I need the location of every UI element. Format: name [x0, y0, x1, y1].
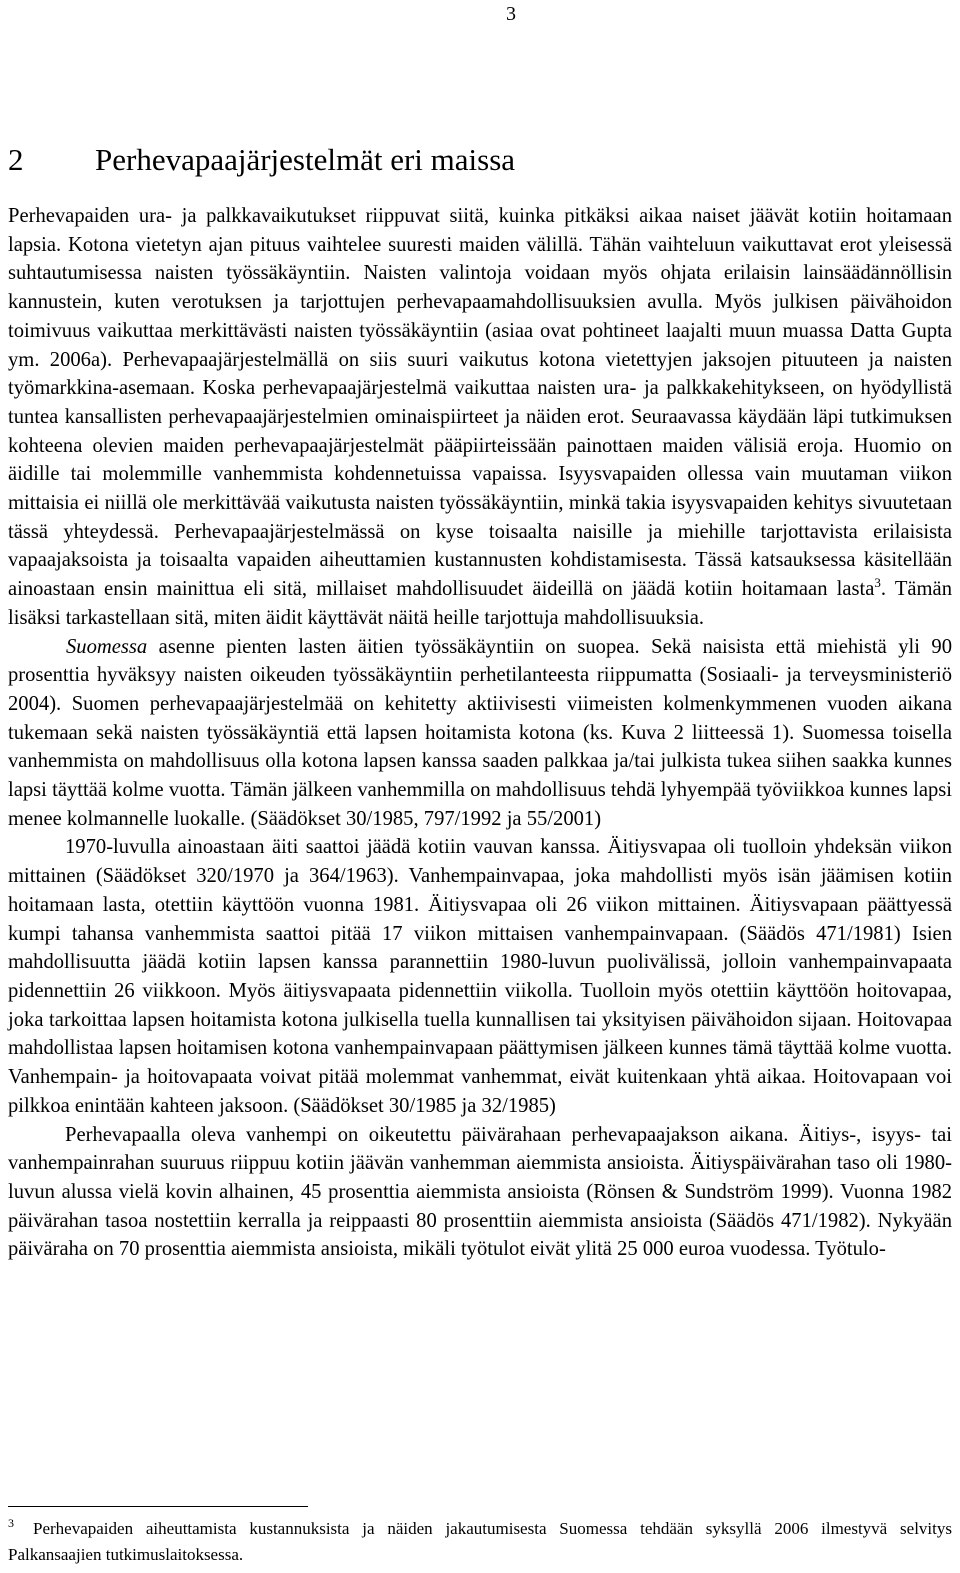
section-number: 2 — [8, 142, 24, 177]
paragraph-finland — [8, 633, 952, 834]
body-text — [8, 202, 952, 1264]
section-heading — [8, 140, 515, 180]
footnote: 3 Perhevapaiden aiheuttamista kustannuksista ja näiden jakautumisesta Suomessa tehdään syksyllä 2006 ilmestyvä selvitys Palkansaajien tutkimuslaitoksessa. — [8, 1516, 952, 1564]
page-number: 3 — [506, 3, 516, 25]
footnote-reference: 3 — [874, 575, 881, 591]
paragraph-intro-text-end: . Tämän lisäksi tarkastellaan sitä, miten äidit käyttävät näitä heille tarjottuja mahdollisuuksia. — [8, 578, 952, 629]
footnote-text: Perhevapaiden aiheuttamista kustannuksista ja näiden jakautumisesta Suomessa tehdään syksyllä 2006 ilmestyvä selvitys Palkansaajien tutkimuslaitoksessa. — [8, 1519, 952, 1564]
paragraph-finland-text: asenne pienten lasten äitien työssäkäyntiin on suopea. Sekä naisista että miehistä yli 90 prosenttia hyväksyy naisten oikeuden työssäkäyntiin perhetilanteesta riippumatta (Sosiaali- ja terveysministeriö 2004). Suomen perhevapaajärjestelmää on kehitetty aktiivisesti viimeisten kolmenkymmenen vuoden aikana tukemaan sekä naisten työssäkäyntiä että lapsen hoitamista kotona (ks. Kuva 2 liitteessä 1). Suomessa toisella vanhemmista on mahdollisuus olla kotona lapsen kanssa saaden palkkaa ja/tai julkista tukea siihen saakka kunnes lapsi täyttää kolme vuotta. Tämän jälkeen vanhemmilla on mahdollisuus tehdä lyhyempää työviikkoa kunnes lapsi menee kolmannelle luokalle. (Säädökset 30/1985, 797/1992 ja 55/2001) — [8, 635, 952, 830]
section-title: Perhevapaajärjestelmät eri maissa — [95, 142, 516, 177]
footnote-divider — [8, 1506, 308, 1507]
paragraph-intro — [8, 202, 952, 633]
paragraph-history: 1970-luvulla ainoastaan äiti saattoi jäädä kotiin vauvan kanssa. Äitiysvapaa oli tuolloin yhdeksän viikon mittainen (Säädökset 320/1970 ja 364/1963). Vanhempainvapaa, joka mahdollisti myös isän jäämisen kotiin hoitamaan lasta, otettiin käyttöön vuonna 1981. Äitiysvapaa oli 26 viikon mittainen. Äitiysvapaan päättyessä kumpi tahansa vanhemmista saattoi pitää 17 viikon mittaisen vanhempainvapaan. (Säädös 471/1981) Isien mahdollisuutta jäädä kotiin lapsen kanssa parannettiin 1980-luvun puolivälissä, jolloin vanhempainvapaata pidennettiin 26 viikkoon. Myös äitiysvapaata pidennettiin viikolla. Tuolloin myös otettiin käyttöön hoitovapaa, joka tarkoittaa lapsen hoitamista kotona julkisella tuella kunnallisen tai yksityisen päivähoidon sijaan. Hoitovapaa mahdollistaa lapsen hoitamisen kotona vanhempainvapaan päättymisen jälkeen kunnes tämä täyttää kolme vuotta. Vanhempain- ja hoitovapaata voivat pitää molemmat vanhemmat, eivät kuitenkaan yhtä aikaa. Hoitovapaan voi pilkkoa enintään kahteen jaksoon. (Säädökset 30/1985 ja 32/1985) — [8, 836, 952, 1117]
paragraph-allowance: Perhevapaalla oleva vanhempi on oikeutettu päivärahaan perhevapaajakson aikana. Äitiys-, isyys- tai vanhempainrahan suuruus riippuu kotiin jäävän vanhemman aiemmista ansioista. Äitiyspäivärahan taso oli 1980-luvun alussa vielä kovin alhainen, 45 prosenttia aiemmista ansioista (Rönsen & Sundström 1999). Vuonna 1982 päivärahan tasoa nostettiin kerralla ja reippaasti 80 prosenttiin aiemmista ansioista (Säädös 471/1982). Nykyään päiväraha on 70 prosenttia aiemmista ansioista, mikäli työtulot eivät ylitä 25 000 euroa vuodessa. Työtulo- — [8, 1123, 952, 1261]
country-name: Suomessa — [66, 635, 148, 658]
paragraph-intro-text: Perhevapaiden ura- ja palkkavaikutukset riippuvat siitä, kuinka pitkäksi aikaa naiset jäävät kotiin hoitamaan lapsia. Kotona vietetyn ajan pituus vaihtelee suuresti maiden välillä. Tähän vaihteluun vaikuttavat erot yleisessä suhtautumisessa naisten työssäkäyntiin. Naisten valintoja voidaan myös ohjata erilaisin lainsäädännöllisin kannustein, kuten verotuksen ja tarjottujen perhevapaamahdollisuuksien avulla. Myös julkisen päivähoidon toimivuus vaikuttaa merkittävästi naisten työssäkäyntiin (asiaa ovat pohtineet laajalti muun muassa Datta Gupta ym. 2006a). Perhevapaajärjestelmällä on siis suuri vaikutus kotona vietettyjen jaksojen pituuteen ja naisten työmarkkina-asemaan. Koska perhevapaajärjestelmä vaikuttaa naisten ura- ja palkkakehitykseen, on hyödyllistä tuntea kansallisten perhevapaajärjestelmien ominaispiirteet ja näiden erot. Seuraavassa käydään läpi tutkimuksen kohteena olevien maiden perhevapaajärjestelmät pääpiirteissään painottaen maiden välisiä eroja. Huomio on äidille tai molemmille vanhemmista kohdennetuissa vapaissa. Isyysvapaiden ollessa vain muutaman viikon mittaisia ei niillä ole merkittävää vaikutusta naisten työssäkäyntiin, minkä takia isyysvapaiden kehitys sivuutetaan tässä yhteydessä. Perhevapaajärjestelmässä on kyse toisaalta naisille ja miehille tarjottavista erilaisista vapaajaksoista ja toisaalta vapaiden aiheuttamien kustannusten kohdistamisesta. Tässä katsauksessa käsitellään ainoastaan ensin mainittua eli sitä, millaiset mahdollisuudet äideillä on jäädä kotiin hoitamaan lasta — [8, 205, 952, 601]
